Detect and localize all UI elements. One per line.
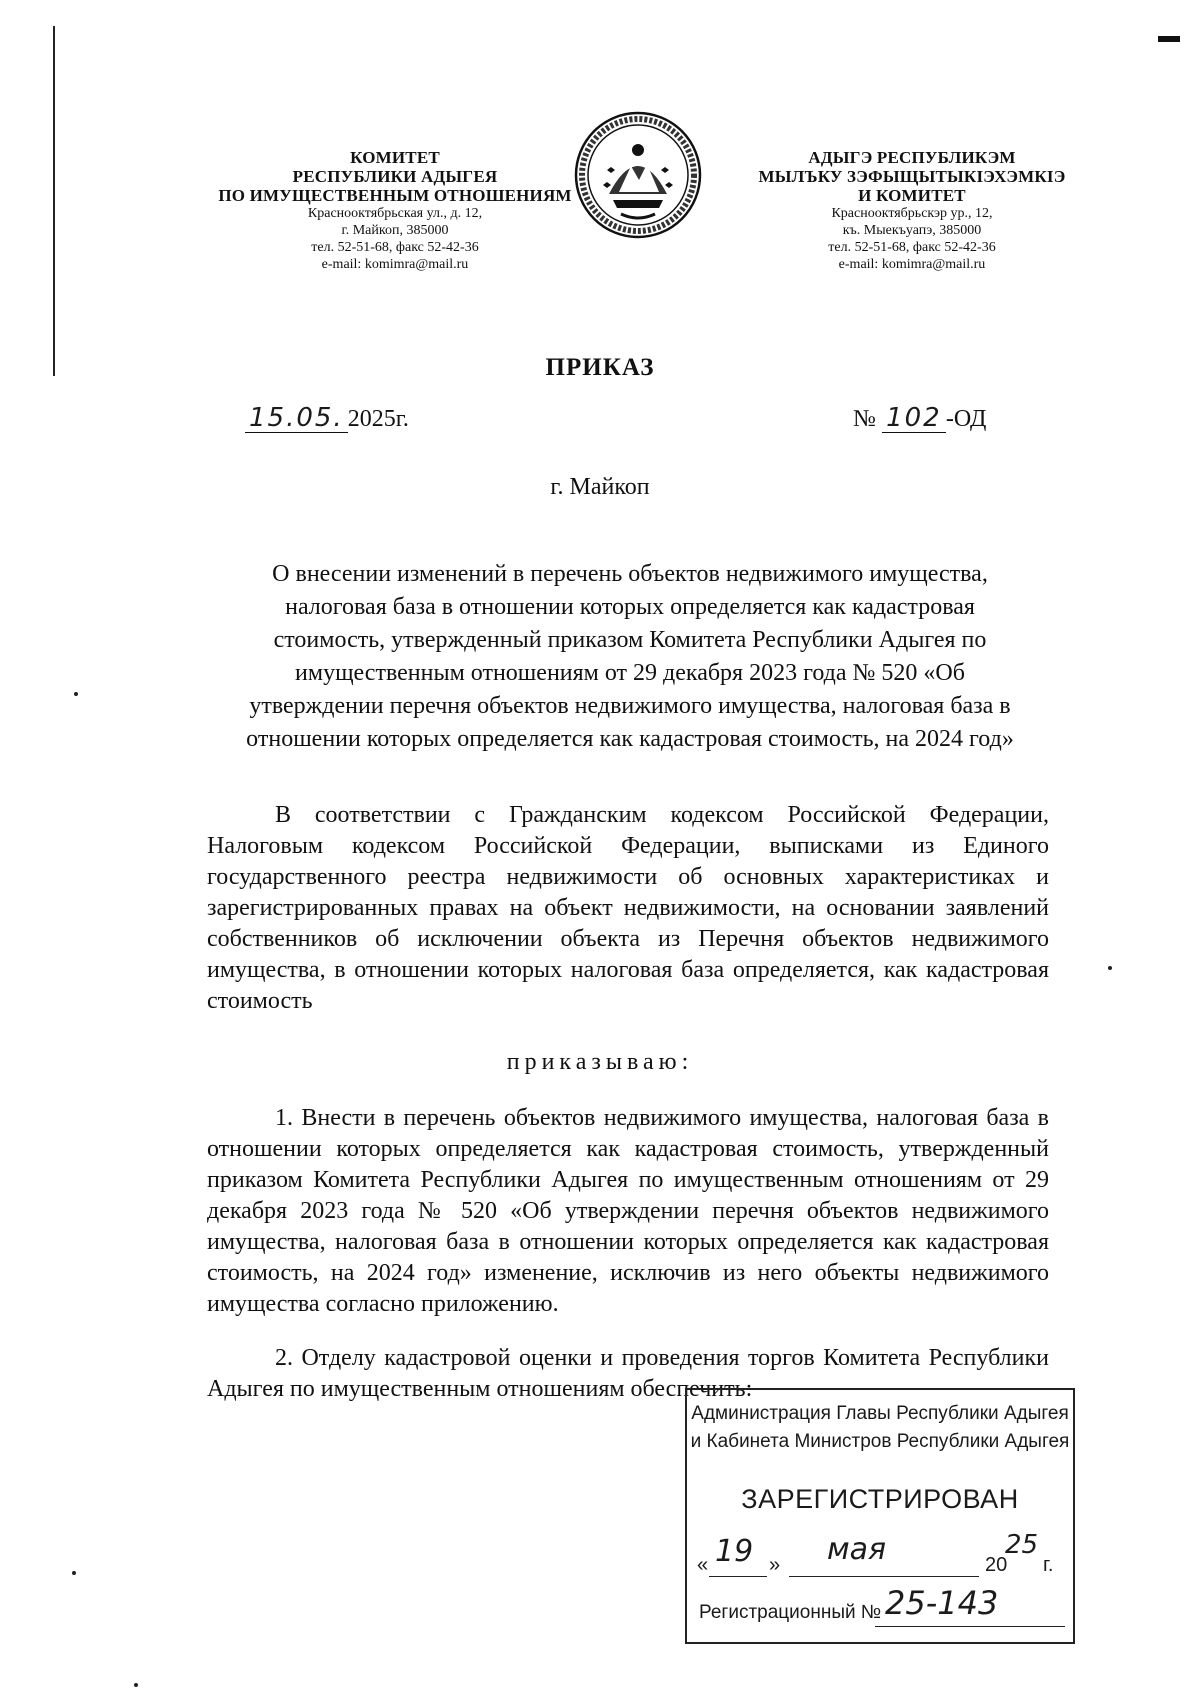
- number-suffix: -ОД: [945, 406, 987, 432]
- phone-line: тел. 52-51-68, факс 52-42-36: [311, 240, 479, 255]
- org-name-line: РЕСПУБЛИКИ АДЫГЕЯ: [292, 167, 498, 186]
- stamp-quote-open: «: [697, 1554, 709, 1576]
- document-subject: [230, 558, 1030, 756]
- stamp-month-underline: [789, 1576, 979, 1577]
- stamp-day-underline: [709, 1576, 767, 1577]
- preamble-paragraph: [207, 800, 1049, 1017]
- scan-edge-line: [53, 26, 55, 376]
- phone-line: тел. 52-51-68, факс 52-42-36: [828, 240, 996, 255]
- decree-word: приказываю:: [506, 1049, 694, 1075]
- subject-line: стоимость, утвержденный приказом Комитета Республики Адыгея по: [273, 627, 987, 653]
- stamp-handwritten-day: 19: [715, 1534, 754, 1569]
- number-sign: №: [853, 406, 876, 432]
- address-line: Краснооктябрьскэр ур., 12,: [831, 206, 993, 221]
- org-name-line: ПО ИМУЩЕСТВЕННЫМ ОТНОШЕНИЯМ: [218, 186, 572, 205]
- subject-line: налоговая база в отношении которых определяется как кадастровая: [285, 594, 975, 620]
- document-date: [245, 404, 409, 433]
- document-title: ПРИКАЗ: [545, 354, 655, 381]
- subject-line: О внесении изменений в перечень объектов недвижимого имущества,: [272, 561, 988, 587]
- city: г. Майкоп: [550, 474, 650, 500]
- email-line: e-mail: komimra@mail.ru: [321, 257, 469, 272]
- order-item-1-text: 1. Внести в перечень объектов недвижимого имущества, налоговая база в отношении которых определяется как кадастровая стоимость, утвержденный приказом Комитета Республики Адыгея по имущественным отношениям от 29 декабря 2023 года № 520 «Об утверждении перечня объектов недвижимого имущества, налоговая база в отношении которых определяется как кадастровая стоимость, на 2024 год» изменение, исключив из него объекты недвижимого имущества согласно приложению.: [207, 1105, 1049, 1317]
- document-number: [853, 404, 986, 433]
- stamp-quote-close: »: [769, 1554, 781, 1576]
- date-year: 2025г.: [347, 406, 409, 432]
- org-name-line: АДЫГЭ РЕСПУБЛИКЭМ: [808, 148, 1016, 167]
- handwritten-number: 102: [882, 404, 946, 433]
- header-right-org: [742, 148, 1082, 273]
- stamp-year-prefix: 20: [985, 1554, 1008, 1576]
- org-name-line: КОМИТЕТ: [350, 148, 440, 167]
- stamp-year-suffix: г.: [1043, 1554, 1054, 1576]
- stamp-handwritten-month: мая: [827, 1532, 887, 1567]
- order-item-2-text: 2. Отделу кадастровой оценки и проведения торгов Комитета Республики Адыгея по имущественным отношениям обеспечить:: [207, 1345, 1049, 1402]
- scan-speck: [1108, 966, 1112, 970]
- subject-line: имущественным отношениям от 29 декабря 2023 года № 520 «Об: [295, 660, 965, 686]
- stamp-date: [697, 1530, 1067, 1580]
- handwritten-date: 15.05.: [245, 404, 348, 433]
- stamp-authority-line: Администрация Главы Республики Адыгея: [691, 1403, 1069, 1424]
- email-line: e-mail: komimra@mail.ru: [838, 257, 986, 272]
- subject-line: отношении которых определяется как кадастровая стоимость, на 2024 год»: [246, 726, 1014, 752]
- registration-stamp: [685, 1388, 1075, 1644]
- order-item-1: [207, 1103, 1049, 1320]
- address-line: Краснооктябрьская ул., д. 12,: [307, 206, 483, 221]
- stamp-handwritten-reg-number: 25-143: [885, 1584, 999, 1622]
- org-name-line: МЫЛЪКУ ЗЭФЫЩЫТЫКIЭХЭМКIЭ: [758, 167, 1066, 186]
- scan-mark: [1158, 36, 1180, 42]
- stamp-reg-number-label: Регистрационный №: [699, 1602, 882, 1623]
- stamp-registered-label: ЗАРЕГИСТРИРОВАН: [741, 1484, 1019, 1514]
- scan-speck: [74, 692, 78, 696]
- republic-of-adygea-coat-of-arms-icon: [573, 110, 703, 240]
- org-name-line: И КОМИТЕТ: [858, 186, 966, 205]
- scan-speck: [134, 1683, 138, 1687]
- stamp-reg-number-underline: [875, 1626, 1065, 1627]
- subject-line: утверждении перечня объектов недвижимого имущества, налоговая база в: [249, 693, 1011, 719]
- stamp-authority-line: и Кабинета Министров Республики Адыгея: [690, 1431, 1070, 1452]
- header-left-org: [200, 148, 590, 273]
- scan-speck: [72, 1571, 76, 1575]
- address-line: г. Майкоп, 385000: [341, 223, 449, 238]
- address-line: къ. Мыекъуапэ, 385000: [842, 223, 982, 238]
- stamp-handwritten-year: 25: [1005, 1530, 1039, 1560]
- preamble-text: В соответствии с Гражданским кодексом Российской Федерации, Налоговым кодексом Российской Федерации, выписками из Единого государственного реестра недвижимости об основных характеристиках и зарегистрированных правах на объект недвижимости, на основании заявлений собственников об исключении объекта из Перечня объектов недвижимого имущества, в отношении которых налоговая база определяется, как кадастровая стоимость: [207, 802, 1049, 1014]
